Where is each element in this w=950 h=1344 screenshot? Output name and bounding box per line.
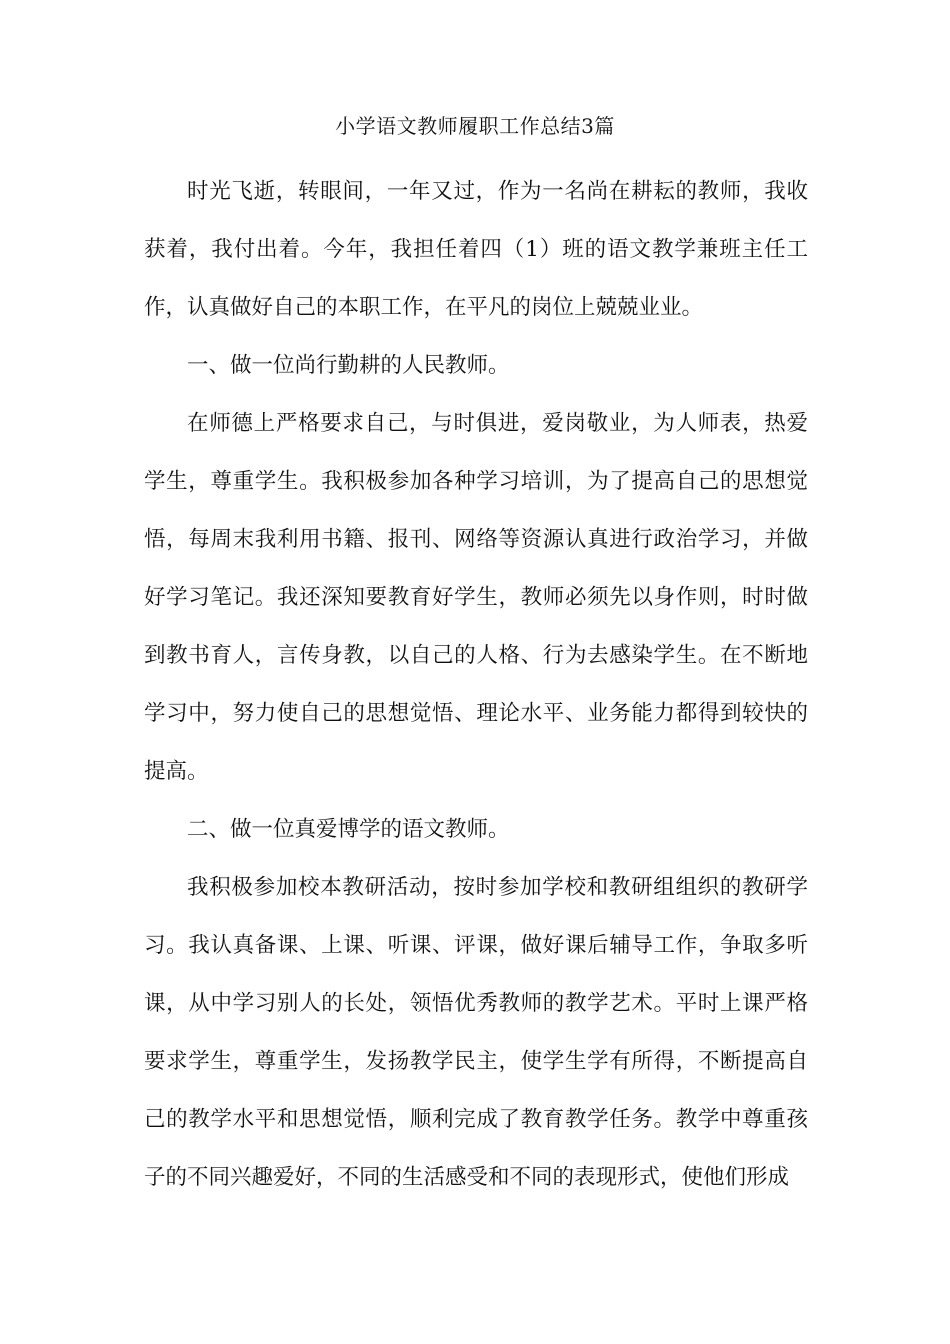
section-heading-1: 一、做一位尚行勤耕的人民教师。 (187, 353, 510, 378)
section-heading-2: 二、做一位真爱博学的语文教师。 (187, 817, 510, 842)
paragraph-intro: 时光飞逝，转眼间，一年又过，作为一名尚在耕耘的教师，我收获着，我付出着。今年，我担任着四（1）班的语文教学兼班主任工作，认真做好自己的本职工作，在平凡的岗位上兢兢业业。 (144, 179, 808, 320)
paragraph-section-1: 在师德上严格要求自己，与时俱进，爱岗敬业，为人师表，热爱学生，尊重学生。我积极参加各种学习培训，为了提高自己的思想觉悟，每周末我利用书籍、报刊、网络等资源认真进行政治学习，并做好学习笔记。我还深知要教育好学生，教师必须先以身作则，时时做到教书育人，言传身教，以自己的人格、行为去感染学生。在不断地学习中，努力使自己的思想觉悟、理论水平、业务能力都得到较快的提高。 (144, 411, 808, 784)
paragraph-section-2: 我积极参加校本教研活动，按时参加学校和教研组组织的教研学习。我认真备课、上课、听课、评课，做好课后辅导工作，争取多听课，从中学习别人的长处，领悟优秀教师的教学艺术。平时上课严格要求学生，尊重学生，发扬教学民主，使学生学有所得，不断提高自己的教学水平和思想觉悟，顺利完成了教育教学任务。教学中尊重孩子的不同兴趣爱好，不同的生活感受和不同的表现形式，使他们形成 (144, 875, 808, 1190)
document-title: 小学语文教师履职工作总结3篇 (335, 114, 615, 138)
document-body (144, 163, 808, 1207)
